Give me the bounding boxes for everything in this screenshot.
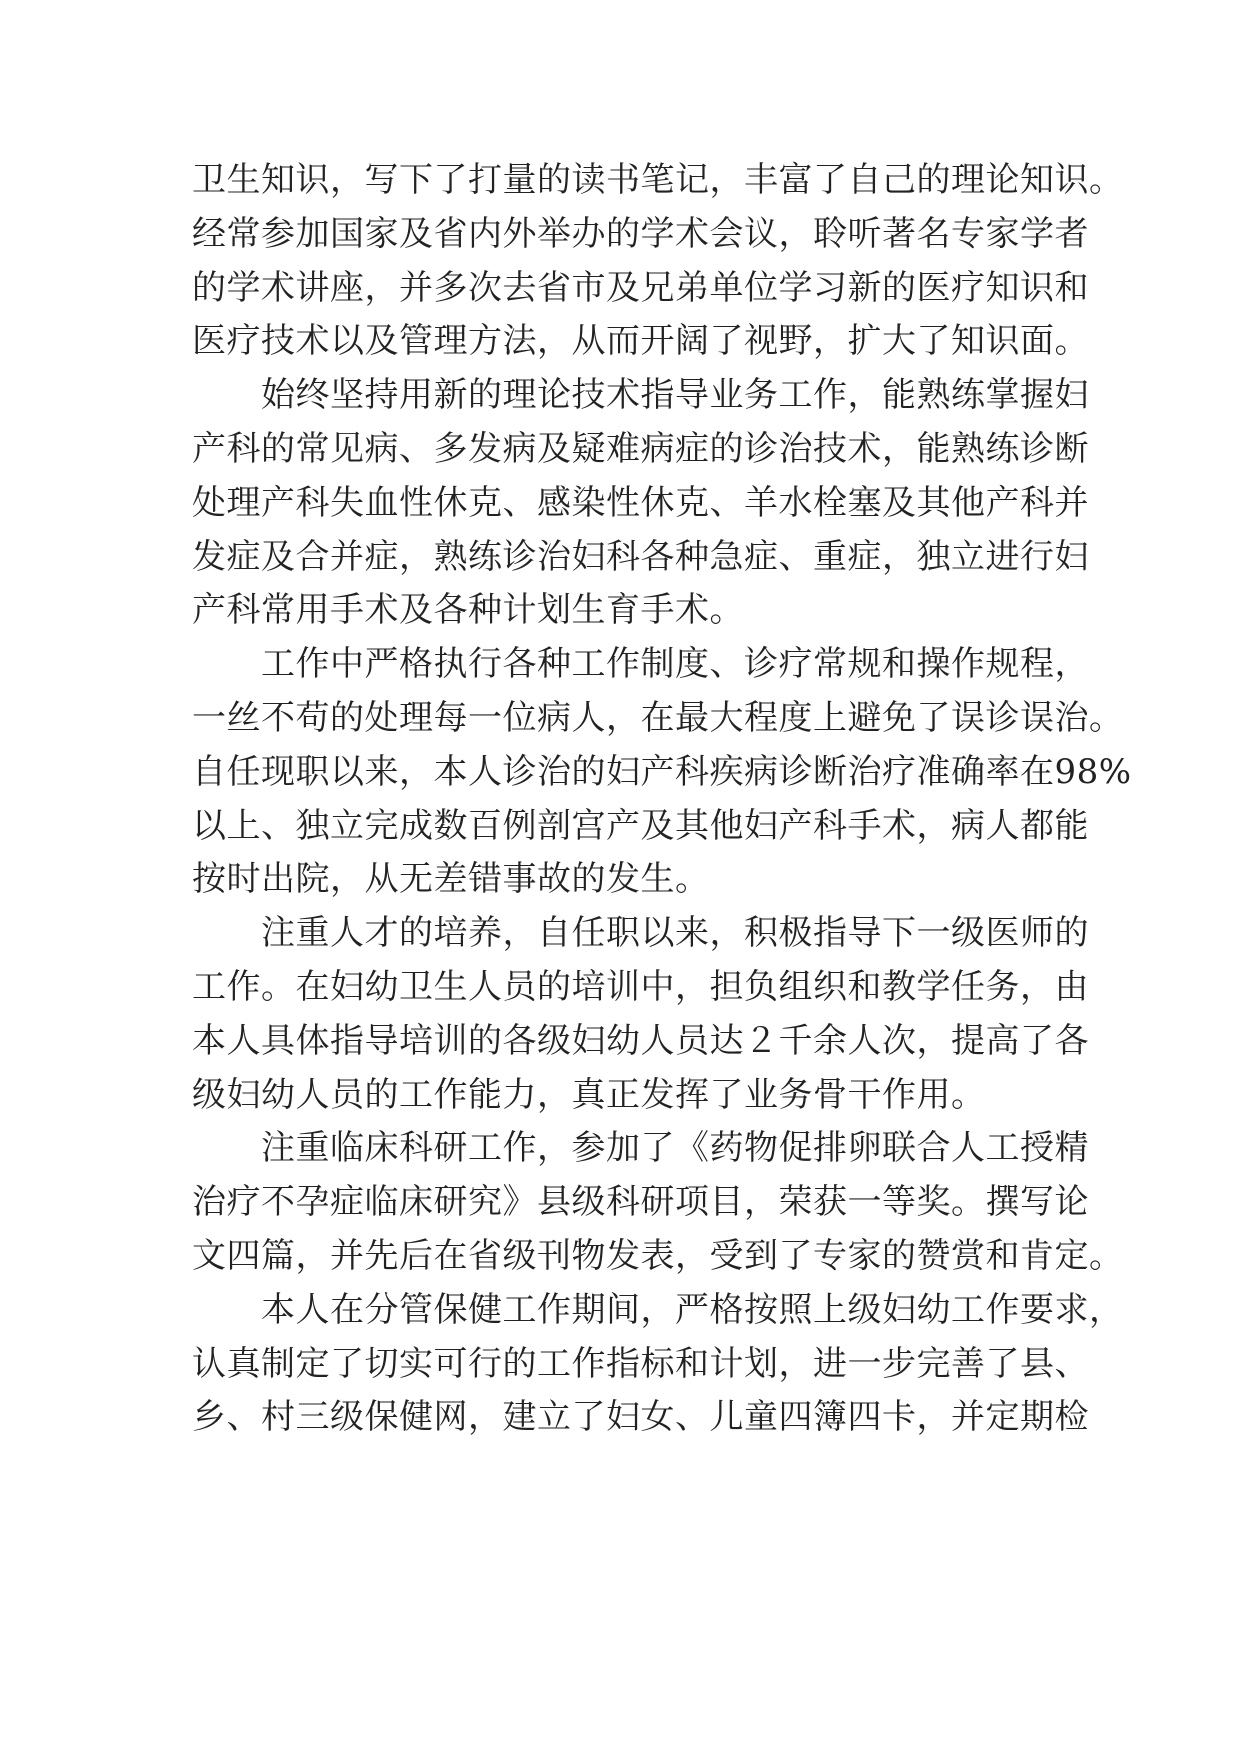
text-line: 认真制定了切实可行的工作指标和计划，进一步完善了县、 xyxy=(192,1343,1089,1384)
text-line: 工作。在妇幼卫生人员的培训中，担负组织和教学任务，由 xyxy=(192,966,1089,1007)
text-line: 始终坚持用新的理论技术指导业务工作，能熟练掌握妇 xyxy=(192,375,1089,416)
text-line: 处理产科失血性休克、感染性休克、羊水栓塞及其他产科并 xyxy=(192,482,1089,523)
text-line: 产科的常见病、多发病及疑难病症的诊治技术，能熟练诊断 xyxy=(192,428,1089,469)
text-line: 经常参加国家及省内外举办的学术会议，聆听著名专家学者 xyxy=(192,213,1089,254)
text-line: 产科常用手术及各种计划生育手术。 xyxy=(192,590,744,631)
text-line: 自任现职以来，本人诊治的妇产科疾病诊断治疗准确率在98% xyxy=(192,751,1132,792)
text-line: 本人具体指导培训的各级妇幼人员达２千余人次，提高了各 xyxy=(192,1020,1089,1061)
text-line: 以上、独立完成数百例剖宫产及其他妇产科手术，病人都能 xyxy=(192,805,1089,846)
text-line: 医疗技术以及管理方法，从而开阔了视野，扩大了知识面。 xyxy=(192,321,1089,362)
text-line: 工作中严格执行各种工作制度、诊疗常规和操作规程， xyxy=(192,644,1089,685)
text-line: 的学术讲座，并多次去省市及兄弟单位学习新的医疗知识和 xyxy=(192,267,1089,308)
text-line: 发症及合并症，熟练诊治妇科各种急症、重症，独立进行妇 xyxy=(192,536,1089,577)
text-line: 按时出院，从无差错事故的发生。 xyxy=(192,859,710,900)
text-line: 级妇幼人员的工作能力，真正发挥了业务骨干作用。 xyxy=(192,1074,986,1115)
text-line: 治疗不孕症临床研究》县级科研项目，荣获一等奖。撰写论 xyxy=(192,1182,1089,1223)
text-line: 注重临床科研工作，参加了《药物促排卵联合人工授精 xyxy=(192,1128,1089,1169)
text-line: 乡、村三级保健网，建立了妇女、儿童四簿四卡，并定期检 xyxy=(192,1397,1089,1438)
text-line: 一丝不苟的处理每一位病人，在最大程度上避免了误诊误治。 xyxy=(192,697,1124,738)
body-text xyxy=(192,154,1132,1445)
text-line: 卫生知识，写下了打量的读书笔记，丰富了自己的理论知识。 xyxy=(192,160,1124,200)
text-line: 注重人才的培养，自任职以来，积极指导下一级医师的 xyxy=(192,913,1089,954)
text-line: 本人在分管保健工作期间，严格按照上级妇幼工作要求， xyxy=(192,1289,1124,1330)
text-line: 文四篇，并先后在省级刊物发表，受到了专家的赞赏和肯定。 xyxy=(192,1235,1124,1276)
